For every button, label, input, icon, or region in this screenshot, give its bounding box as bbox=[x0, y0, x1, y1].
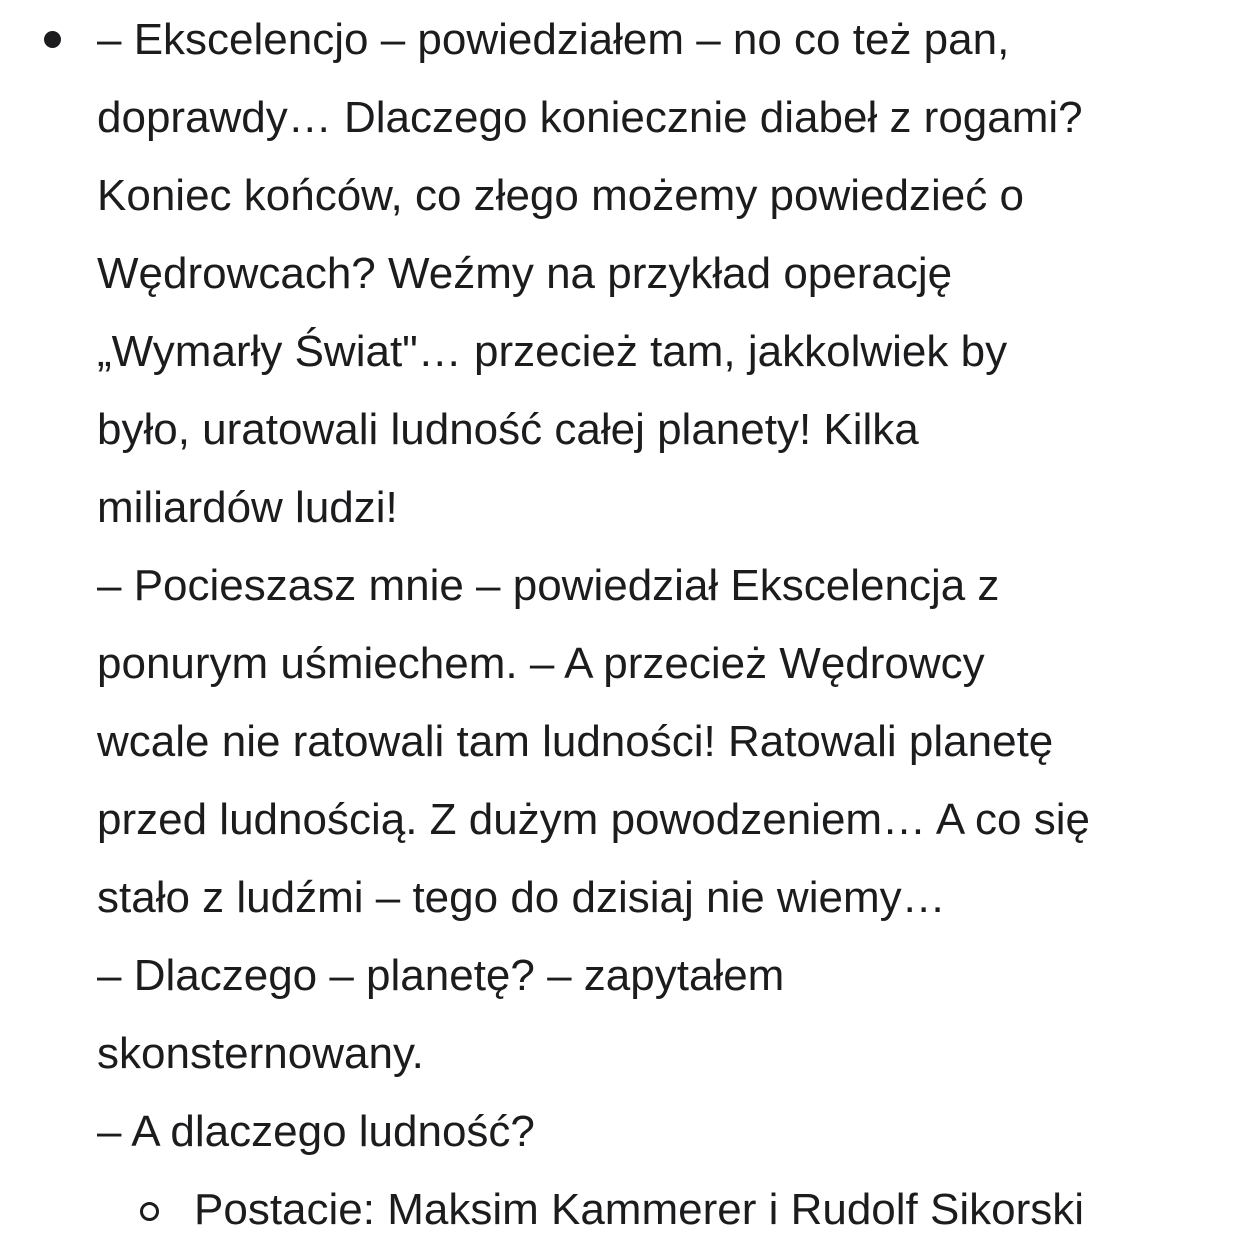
text-line: było, uratowali ludność całej planety! Kilka bbox=[97, 405, 919, 454]
text-line: – A dlaczego ludność? bbox=[97, 1107, 535, 1156]
text-line: wcale nie ratowali tam ludności! Ratowali planetę bbox=[97, 717, 1054, 766]
text-line: miliardów ludzi! bbox=[97, 483, 398, 532]
text-line: Koniec końców, co złego możemy powiedzieć o bbox=[97, 171, 1024, 220]
bullet-dot-icon bbox=[44, 31, 61, 48]
text-line: przed ludnością. Z dużym powodzeniem… A co się bbox=[97, 795, 1090, 844]
characters-note: Postacie: Maksim Kammerer i Rudolf Sikorski bbox=[194, 1185, 1085, 1234]
text-line: – Pocieszasz mnie – powiedział Ekscelencja z bbox=[97, 561, 1000, 610]
text-line: – Ekscelencjo – powiedziałem – no co też pan, bbox=[97, 15, 1010, 64]
hollow-circle-bullet-icon bbox=[140, 1202, 159, 1221]
text-line: ponurym uśmiechem. – A przecież Wędrowcy bbox=[97, 639, 985, 688]
text-line: – Dlaczego – planetę? – zapytałem bbox=[97, 951, 785, 1000]
text-line: skonsternowany. bbox=[97, 1029, 424, 1078]
sub-list-item bbox=[97, 1171, 1242, 1249]
text-line: Wędrowcach? Weźmy na przykład operację bbox=[97, 249, 953, 298]
sub-list bbox=[97, 1171, 1242, 1249]
text-line: doprawdy… Dlaczego koniecznie diabeł z rogami? bbox=[97, 93, 1083, 142]
text-line: stało z ludźmi – tego do dzisiaj nie wiemy… bbox=[97, 873, 946, 922]
text-line: „Wymarły Świat"… przecież tam, jakkolwiek by bbox=[97, 327, 1008, 376]
quote-paragraph bbox=[97, 1, 1242, 1171]
